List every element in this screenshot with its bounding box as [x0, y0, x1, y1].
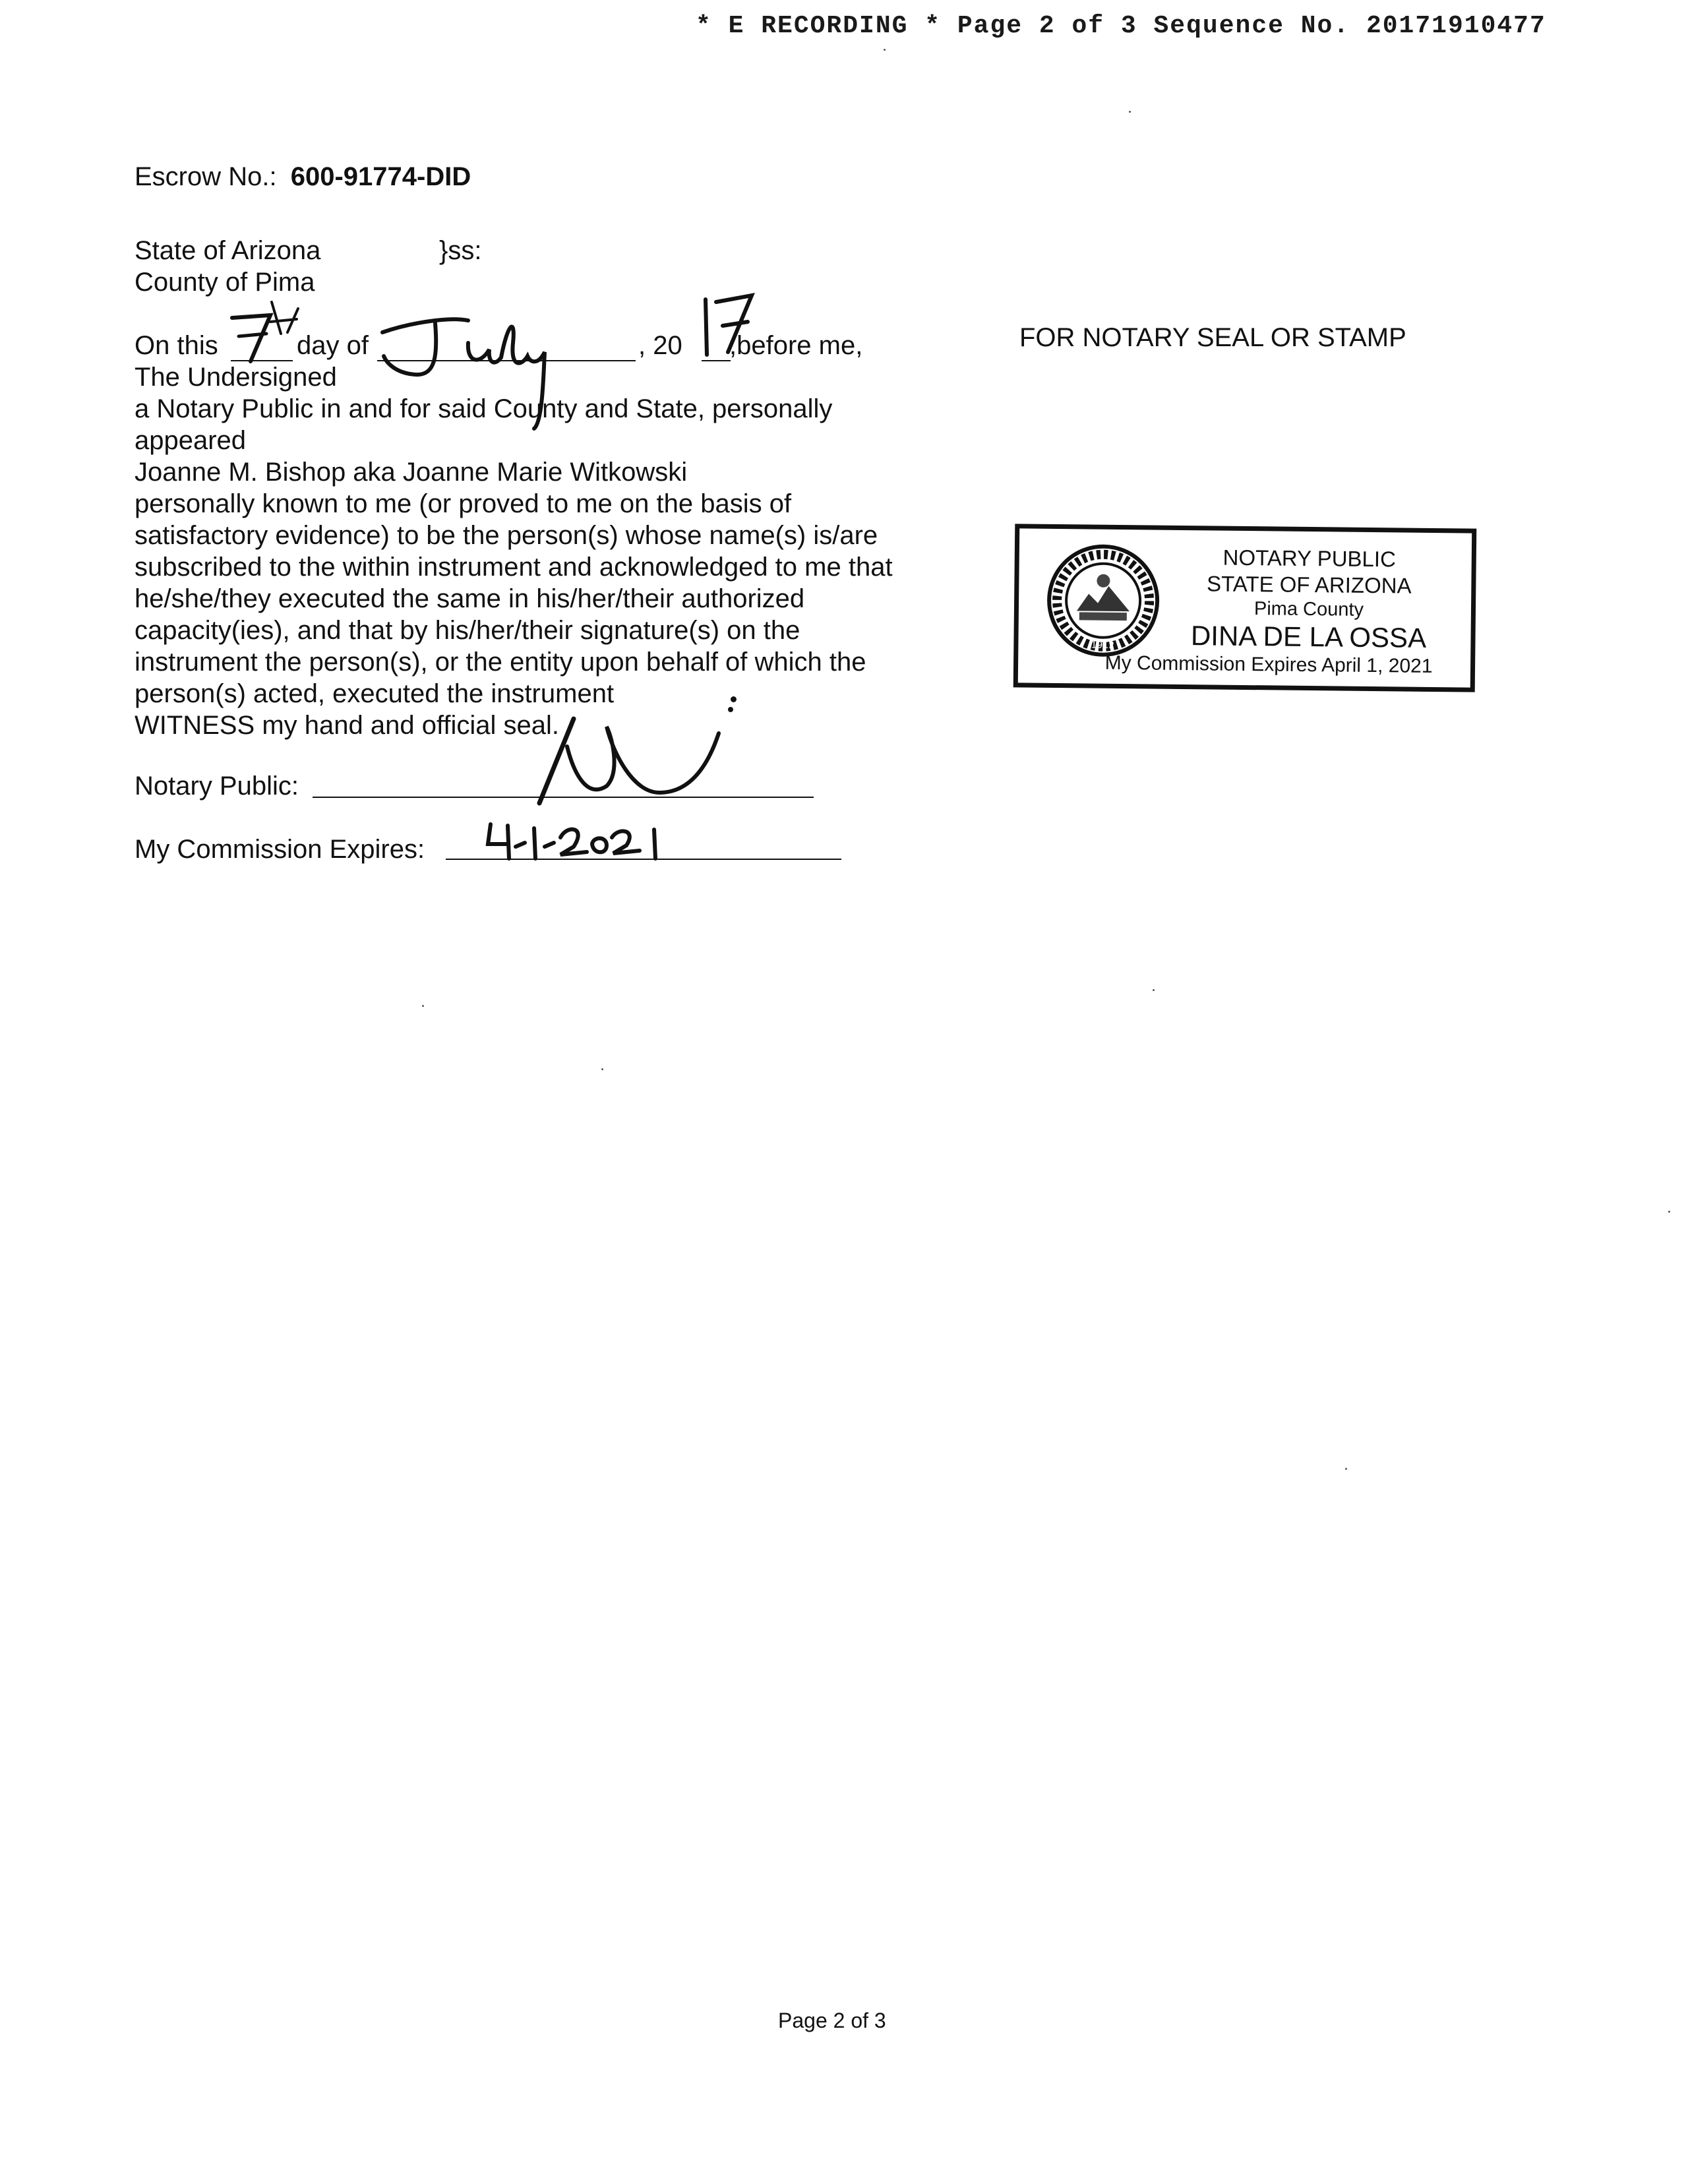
ink-dot: [731, 696, 737, 702]
ss-mark: }ss:: [439, 236, 482, 265]
stamp-line-4: DINA DE LA OSSA: [1190, 620, 1427, 653]
month-blank: [377, 360, 636, 361]
handwritten-commission-mark: [481, 818, 692, 864]
ack-line-10: person(s) acted, executed the instrument: [135, 679, 615, 708]
stamp-line-2: STATE OF ARIZONA: [1206, 571, 1412, 598]
stamp-line-5: My Commission Expires April 1, 2021: [1104, 652, 1433, 677]
seal-area-label: FOR NOTARY SEAL OR STAMP: [1019, 323, 1406, 352]
stamp-line-1: NOTARY PUBLIC: [1222, 545, 1397, 572]
escrow-number: 600-91774-DID: [290, 162, 471, 191]
seal-year: 1912: [1091, 640, 1115, 651]
before-me-text: ,before me,: [729, 331, 863, 360]
scan-speck: [422, 1005, 424, 1007]
scan-speck: [1345, 1468, 1347, 1470]
recording-header: * E RECORDING * Page 2 of 3 Sequence No. 20171910477: [696, 12, 1546, 40]
ack-line-6: subscribed to the within instrument and acknowledged to me that: [135, 553, 893, 582]
arizona-seal-icon: [1044, 542, 1162, 659]
stamp-line-3: Pima County: [1253, 598, 1364, 621]
notary-signature-blank: [313, 797, 814, 798]
on-this-text: On this: [135, 331, 218, 360]
ack-line-7: he/she/they executed the same in his/her/their authorized: [135, 584, 805, 613]
scan-speck: [1153, 989, 1155, 991]
state-line: State of Arizona: [135, 236, 321, 265]
scan-speck: [1129, 111, 1131, 113]
notary-stamp: [1013, 524, 1477, 692]
year-prefix-text: , 20: [638, 331, 682, 360]
scan-speck: [1668, 1211, 1670, 1213]
ack-line-4: personally known to me (or proved to me on the basis of: [135, 489, 792, 518]
scan-speck: [884, 49, 886, 51]
county-line: County of Pima: [135, 268, 315, 297]
commission-label: My Commission Expires:: [135, 835, 425, 864]
ack-line-1: a Notary Public in and for said County and State, personally: [135, 394, 833, 423]
year-blank: [702, 360, 731, 361]
commission-blank: [446, 859, 841, 860]
ack-line-3: Joanne M. Bishop aka Joanne Marie Witkowski: [135, 458, 688, 487]
ack-line-2: appeared: [135, 426, 247, 455]
scan-speck: [601, 1068, 603, 1070]
ack-line-5: satisfactory evidence) to be the person(s) whose name(s) is/are: [135, 521, 878, 550]
escrow-label: Escrow No.:: [135, 162, 277, 191]
ack-line-11: WITNESS my hand and official seal.: [135, 711, 559, 740]
escrow-line: [135, 161, 471, 193]
day-of-text: day of: [297, 331, 369, 360]
notary-title: The Undersigned: [135, 363, 337, 392]
page-footer: Page 2 of 3: [778, 2009, 886, 2032]
ack-line-9: instrument the person(s), or the entity upon behalf of which the: [135, 648, 866, 677]
ack-line-8: capacity(ies), and that by his/her/their signature(s) on the: [135, 616, 800, 645]
notary-public-label: Notary Public:: [135, 772, 299, 801]
